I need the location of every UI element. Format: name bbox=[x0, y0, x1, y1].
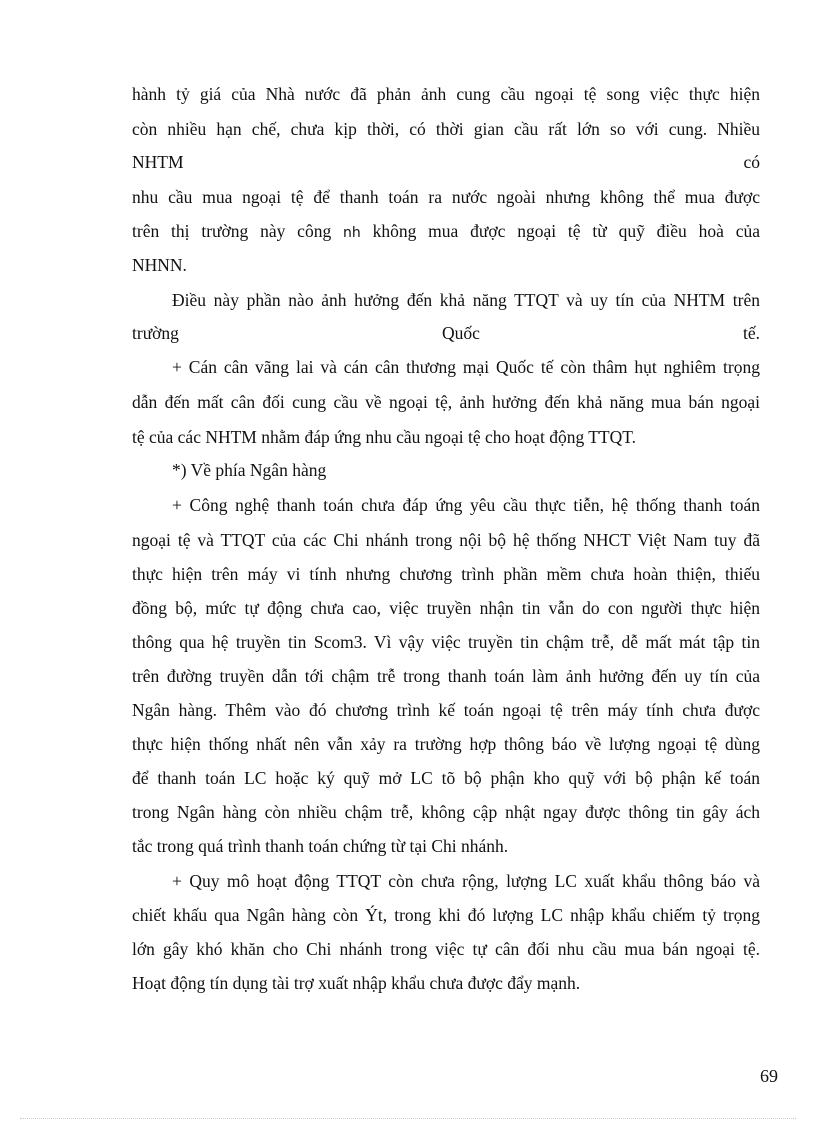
body-line: chiết khấu qua Ngân hàng còn Ýt, trong khi đó lượng LC nhập khẩu chiếm tỷ trọng bbox=[132, 905, 760, 925]
body-line-split-3 bbox=[132, 321, 760, 345]
body-line: lớn gây khó khăn cho Chi nhánh trong việc tự cân đối nhu cầu mua bán ngoại tệ. bbox=[132, 939, 760, 959]
split-right-text: có bbox=[743, 152, 760, 172]
body-line: tệ của các NHTM nhằm đáp ứng nhu cầu ngoại tệ cho hoạt động TTQT. bbox=[132, 427, 637, 447]
body-line: để thanh toán LC hoặc ký quỹ mở LC tõ bộ phận kho quỹ với bộ phận kế toán bbox=[132, 768, 760, 788]
body-line: + Cán cân vãng lai và cán cân thương mại Quốc tế còn thâm hụt nghiêm trọng bbox=[172, 357, 760, 377]
split-left-text: NHTM bbox=[132, 152, 184, 172]
glyph-text: nh bbox=[343, 225, 361, 241]
body-line: thực hiện trên máy vi tính nhưng chương trình phần mềm chưa hoàn thiện, thiếu bbox=[132, 564, 760, 584]
body-line: trên đường truyền dẫn tới chậm trễ trong thanh toán làm ảnh hưởng đến uy tín của bbox=[132, 666, 760, 686]
body-line: tắc trong quá trình thanh toán chứng từ tại Chi nhánh. bbox=[132, 836, 509, 856]
body-line: hành tỷ giá của Nhà nước đã phản ảnh cung cầu ngoại tệ song việc thực hiện bbox=[132, 84, 760, 104]
body-line: NHNN. bbox=[132, 255, 187, 275]
body-line: + Công nghệ thanh toán chưa đáp ứng yêu cầu thực tiễn, hệ thống thanh toán bbox=[172, 495, 760, 515]
body-line: dẫn đến mất cân đối cung cầu về ngoại tệ, ảnh hưởng đến khả năng mua bán ngoại bbox=[132, 392, 760, 412]
page-number: 69 bbox=[760, 1066, 778, 1086]
glyph-line-after: không mua được ngoại tệ từ quỹ điều hoà của bbox=[372, 221, 760, 241]
body-line: thực hiện thống nhất nên vẫn xảy ra trường hợp thông báo về lượng ngoại tệ dùng bbox=[132, 734, 760, 754]
body-line: Điều này phần nào ảnh hưởng đến khả năng TTQT và uy tín của NHTM trên bbox=[172, 290, 760, 310]
split-middle-text: Quốc bbox=[442, 323, 480, 343]
body-line-with-glyph bbox=[132, 219, 760, 245]
body-line: ngoại tệ và TTQT của các Chi nhánh trong nội bộ hệ thống NHCT Việt Nam tuy đã bbox=[132, 530, 760, 550]
body-line: còn nhiều hạn chế, chưa kịp thời, có thời gian cầu rất lớn so với cung. Nhiều bbox=[132, 119, 760, 139]
body-line: Ngân hàng. Thêm vào đó chương trình kế toán ngoại tệ trên máy tính chưa được bbox=[132, 700, 760, 720]
body-line: đồng bộ, mức tự động chưa cao, việc truyền nhận tin vẫn do con người thực hiện bbox=[132, 598, 760, 618]
body-line: nhu cầu mua ngoại tệ để thanh toán ra nước ngoài nhưng không thể mua được bbox=[132, 187, 760, 207]
body-line: trong Ngân hàng còn nhiều chậm trễ, không cập nhật ngay được thông tin gây ách bbox=[132, 802, 760, 822]
bottom-divider bbox=[20, 1118, 796, 1119]
body-line: + Quy mô hoạt động TTQT còn chưa rộng, lượng LC xuất khẩu thông báo và bbox=[172, 871, 760, 891]
body-line: Hoạt động tín dụng tài trợ xuất nhập khẩu chưa được đẩy mạnh. bbox=[132, 973, 581, 993]
body-line-split bbox=[132, 150, 760, 174]
split-left-text: trường bbox=[132, 323, 179, 343]
glyph-line-before: trên thị trường này công bbox=[132, 221, 332, 241]
body-line: thông qua hệ truyền tin Scom3. Vì vậy việc truyền tin chậm trễ, dễ mất mát tập tin bbox=[132, 632, 760, 652]
split-right-text: tế. bbox=[742, 323, 760, 343]
section-heading: *) Về phía Ngân hàng bbox=[172, 460, 327, 480]
